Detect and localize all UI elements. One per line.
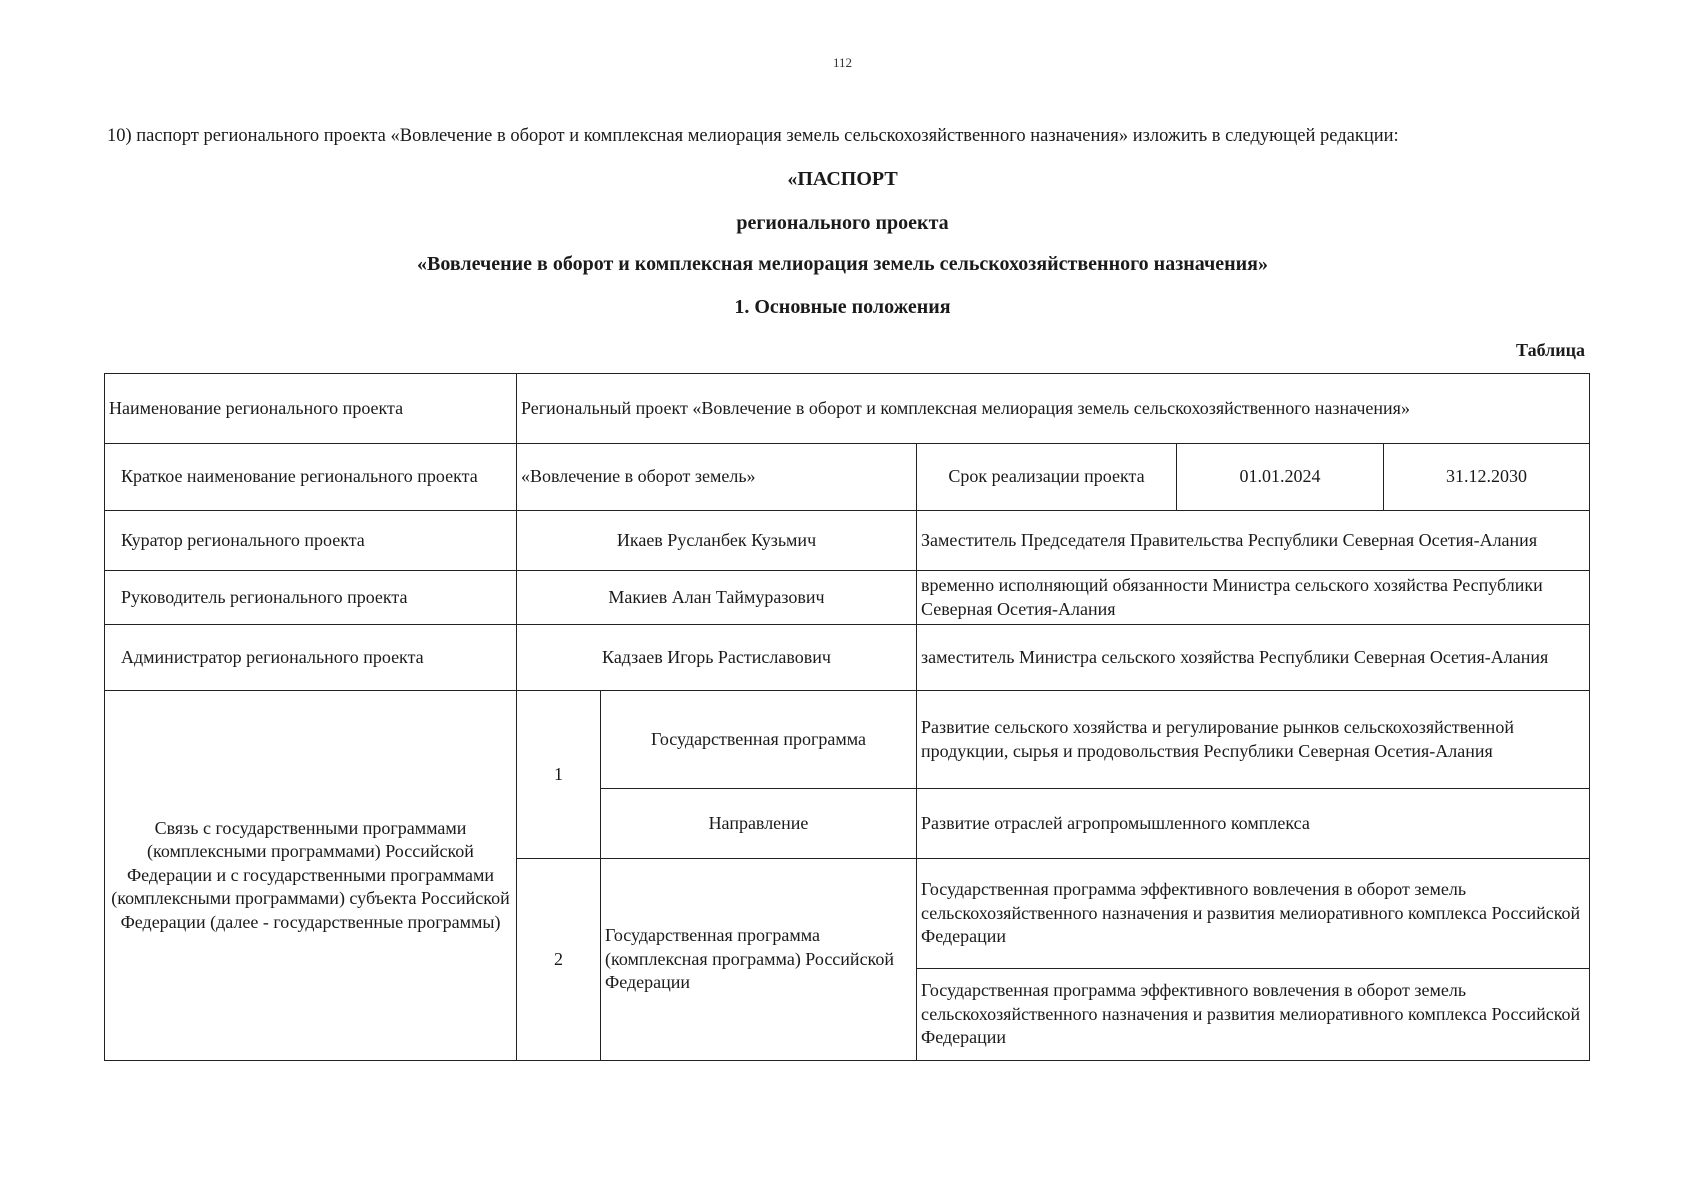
short-name-label: Краткое наименование регионального проекта (105, 444, 517, 511)
program-type: Государственная программа (601, 691, 917, 789)
head-position: временно исполняющий обязанности Министра сельского хозяйства Республики Северная Осетия-Алания (917, 571, 1590, 625)
page-number: 112 (832, 55, 853, 70)
short-name-value: «Вовлечение в оборот земель» (517, 444, 917, 511)
admin-name: Кадзаев Игорь Растиславович (517, 625, 917, 691)
program-value: Развитие сельского хозяйства и регулирование рынков сельскохозяйственной продукции, сырья и продовольствия Республики Северная Осетия-Алания (917, 691, 1590, 789)
program-value: Государственная программа эффективного вовлечения в оборот земель сельскохозяйственного назначения и развития мелиоративного комплекса Российской Федерации (917, 969, 1590, 1061)
project-title-heading: «Вовлечение в оборот и комплексная мелиорация земель сельскохозяйственного назначения» (417, 253, 1268, 275)
section-heading: 1. Основные положения (734, 296, 951, 318)
table-row (105, 571, 1590, 625)
program-link-label: Связь с государственными программами (комплексными программами) Российской Федерации и с государственными программами (комплексными программами) субъекта Российской Федерации (далее - государственные программы) (105, 691, 517, 1061)
program-number: 1 (517, 691, 601, 859)
regional-project-heading: регионального проекта (736, 212, 949, 234)
intro-paragraph: 10) паспорт регионального проекта «Вовлечение в оборот и комплексная мелиорация земель сельскохозяйственного назначения» изложить в следующей редакции: (107, 126, 1399, 146)
program-number: 2 (517, 859, 601, 1061)
term-end-date: 31.12.2030 (1384, 444, 1590, 511)
term-label: Срок реализации проекта (917, 444, 1177, 511)
program-value: Государственная программа эффективного вовлечения в оборот земель сельскохозяйственного назначения и развития мелиоративного комплекса Российской Федерации (917, 859, 1590, 969)
admin-position: заместитель Министра сельского хозяйства Республики Северная Осетия-Алания (917, 625, 1590, 691)
table-row (105, 625, 1590, 691)
term-start-date: 01.01.2024 (1177, 444, 1384, 511)
curator-name: Икаев Русланбек Кузьмич (517, 511, 917, 571)
passport-heading: «ПАСПОРТ (787, 168, 898, 190)
project-name-label: Наименование регионального проекта (105, 374, 517, 444)
table-row (105, 691, 1590, 789)
head-name: Макиев Алан Таймуразович (517, 571, 917, 625)
project-name-value: Региональный проект «Вовлечение в оборот и комплексная мелиорация земель сельскохозяйственного назначения» (517, 374, 1590, 444)
admin-label: Администратор регионального проекта (105, 625, 517, 691)
table-row (105, 444, 1590, 511)
table-row (105, 511, 1590, 571)
curator-position: Заместитель Председателя Правительства Республики Северная Осетия-Алания (917, 511, 1590, 571)
head-label: Руководитель регионального проекта (105, 571, 517, 625)
curator-label: Куратор регионального проекта (105, 511, 517, 571)
table-caption: Таблица (1516, 340, 1585, 360)
passport-table (104, 373, 1590, 1061)
program-type: Государственная программа (комплексная программа) Российской Федерации (601, 859, 917, 1061)
program-type: Направление (601, 789, 917, 859)
program-value: Развитие отраслей агропромышленного комплекса (917, 789, 1590, 859)
table-row (105, 374, 1590, 444)
